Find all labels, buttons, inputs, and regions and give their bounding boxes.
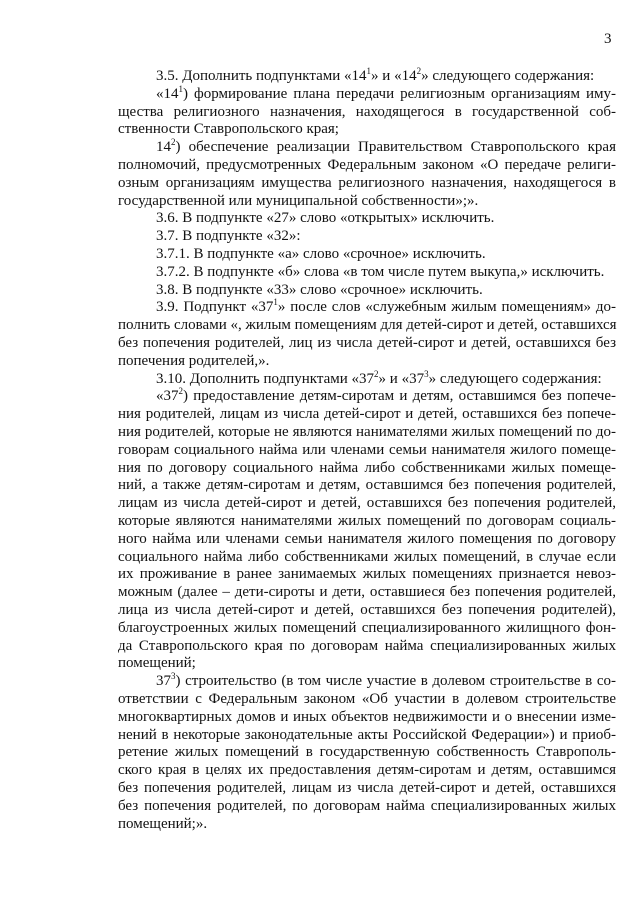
text-segment: государственной или муниципальной собственности»;». [118,192,479,209]
superscript: 2 [374,368,379,379]
text-segment: 3.7. В подпункте «32»: [156,228,301,245]
text-segment: без попечения родителей, лицам из числа детей-сирот и детей, оставшихся [118,780,616,796]
text-segment: ) предоставление детям-сиротам и детям, оставшимся без попече- [183,388,616,405]
text-segment: «37 [156,388,179,405]
superscript: 1 [273,297,278,308]
text-segment: ) формирование плана передачи религиозным организациям иму- [183,85,616,102]
superscript: 1 [178,83,183,94]
superscript: 2 [416,66,422,76]
text-segment: ния родителей, которые не являются нанимателями жилых помещений по до- [118,424,616,440]
text-segment: лицам из числа детей-сирот и детей, оставшихся без попечения родителей, [118,495,616,512]
superscript: 3 [424,368,429,379]
text-segment: » и «14 [371,68,417,84]
text-segment: ответствии с Федеральным законом «Об участии в долевом строительстве [118,691,616,707]
text-segment: попечения родителей,». [118,352,270,369]
text-segment: социального найма либо собственниками жилых помещений, в случае если [118,548,616,565]
text-segment: 3.8. В подпункте «33» слово «срочное» исключить. [156,281,483,298]
text-segment: можным (далее – дети-сироты и дети, оставшиеся без попечения родителей, [118,584,616,601]
text-segment: полномочий, предусмотренных Федеральным законом «О передаче религи- [118,157,616,173]
text-segment: нений в некоторые законодательные акты Российской Федерации») и приоб- [118,726,616,743]
text-segment: озным организациям имущества религиозного назначения, находящегося в [118,174,616,191]
text-segment: лица из числа детей-сирот и детей, оставшихся без попечения родителей), [118,602,616,618]
text-segment: щества религиозного назначения, находящегося в государственной соб- [118,103,616,120]
superscript: 1 [366,66,372,76]
superscript: 2 [171,137,176,148]
text-segment: «14 [156,85,179,102]
superscript: 2 [178,386,183,397]
text-segment: без попечения родителей, по договорам найма специализированных жилых [118,797,616,814]
text-segment: 3.10. Дополнить подпунктами «37 [156,370,375,387]
text-segment: » следующего содержания: [428,370,602,387]
text-line [118,814,616,834]
text-segment: 3.6. В подпункте «27» слово «открытых» исключить. [156,210,495,227]
page-number: 3 [604,31,612,47]
text-segment: полнить словами «, жилым помещениям для детей-сирот и детей, оставшихся [118,317,617,334]
text-segment: 3.7.1. В подпункте «а» слово «срочное» исключить. [156,246,486,262]
text-segment: благоустроенных жилых помещений специализированного жилищного фон- [118,619,616,636]
text-segment: говорам социального найма или членами семьи нанимателя жилого помеще- [118,441,616,458]
text-segment: да Ставропольского края по договорам найма специализированных жилых [118,637,616,654]
text-segment: ретение жилых помещений в государственную собственность Ставрополь- [118,744,616,761]
text-segment: ского края в целях их предоставления детям-сиротам и детям, оставшимся [118,762,616,779]
text-segment: которые являются нанимателями жилых помещений по договорам социаль- [118,513,616,529]
text-segment: ) строительство (в том числе участие в долевом строительстве в со- [175,673,616,690]
text-segment: » следующего содержания: [421,68,595,84]
text-segment: ного найма или членами семьи нанимателя жилого помещения по договору [118,530,616,547]
text-segment: ния по договору социального найма либо собственниками жилых помеще- [118,459,616,476]
text-segment: 3.5. Дополнить подпунктами «14 [156,68,367,84]
text-segment: ) обеспечение реализации Правительством Ставропольского края [175,139,616,156]
superscript: 3 [171,671,176,682]
text-segment: » после слов «служебным жилым помещениям» до- [277,299,617,316]
text-segment: 14 [156,139,171,156]
text-segment: их проживание в ранее занимаемых жилых помещениях признается невоз- [118,566,616,583]
text-segment: без попечения родителей, лиц из числа детей-сирот и детей, оставшихся без [118,335,616,351]
text-segment: многоквартирных домов и иных объектов недвижимости и о внесении изме- [118,708,616,725]
text-segment: помещений; [118,655,196,672]
text-segment: ния родителей, лицам из числа детей-сирот и детей, оставшихся без попече- [118,406,616,423]
text-segment: 3.7.2. В подпункте «б» слова «в том числе путем выкупа,» исключить. [156,263,605,280]
text-segment: ний, а также детям-сиротам и детям, оставшимся без попечения родителей, [118,477,616,494]
text-segment: ственности Ставропольского края; [118,121,339,138]
text-segment: помещений;». [118,815,208,832]
text-segment: 3.9. Подпункт «37 [156,299,274,316]
text-segment: » и «37 [378,370,425,387]
text-segment: 37 [156,673,171,690]
